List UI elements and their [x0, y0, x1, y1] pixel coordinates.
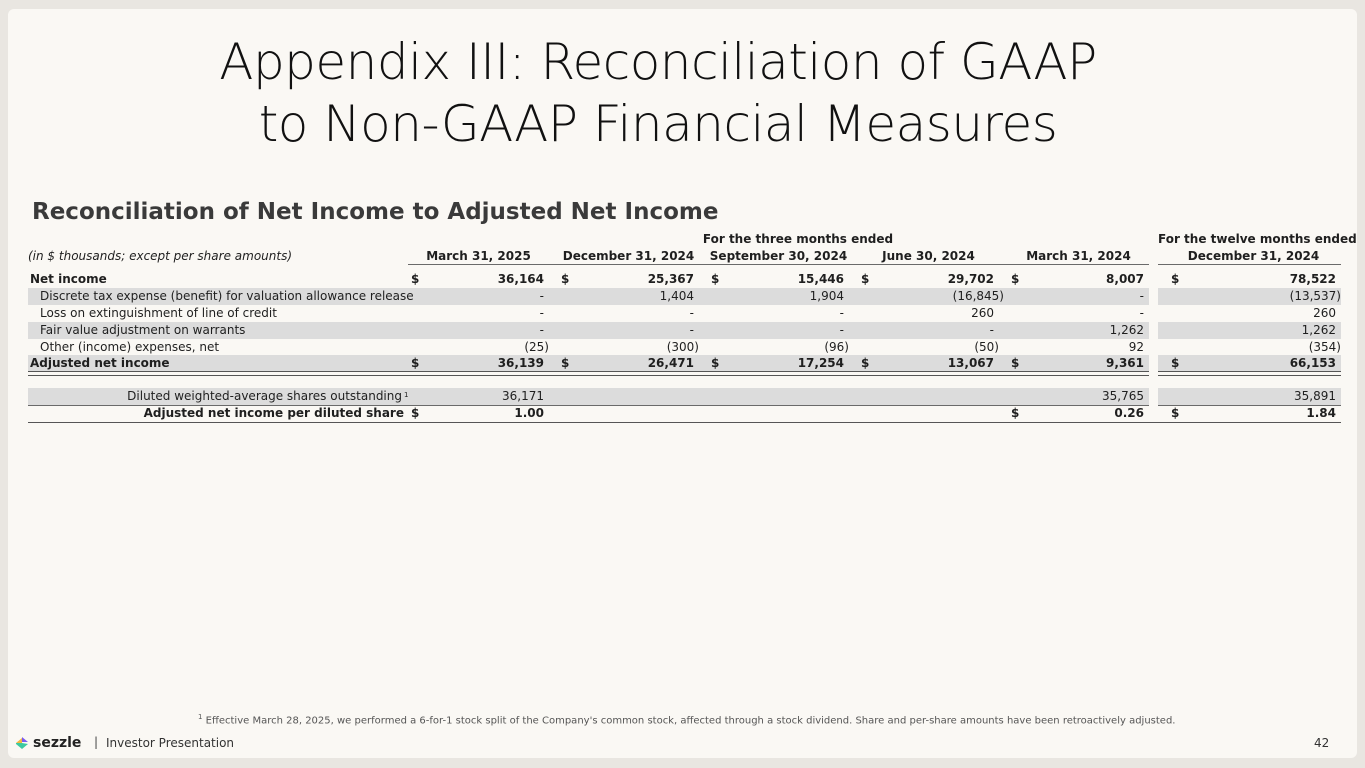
currency-symbol: $ [411, 272, 420, 286]
table-column-header [28, 248, 1341, 265]
cell-value: 1.84 [1306, 406, 1336, 420]
footnote [198, 713, 1175, 726]
table-row [28, 305, 1341, 322]
cell-value: (300) [666, 340, 699, 354]
cell-value: 92 [1128, 340, 1144, 354]
footnote-number: 1 [198, 713, 203, 721]
group-three-months: For the three months ended [702, 232, 894, 246]
table-row [28, 355, 1341, 372]
currency-symbol: $ [861, 356, 870, 370]
currency-symbol: $ [411, 356, 420, 370]
cell-value: (50) [974, 340, 999, 354]
row-label: Diluted weighted-average shares outstanding [127, 389, 402, 403]
cell-value: 78,522 [1289, 272, 1336, 286]
group-twelve-months: For the twelve months ended [1158, 232, 1357, 246]
title-line-1: Appendix III: Reconciliation of GAAP [219, 33, 1097, 91]
table-row [28, 322, 1341, 339]
cell-value: (16,845) [952, 289, 1004, 303]
cell-value: - [539, 323, 544, 337]
cell-value: - [539, 306, 544, 320]
total-double-rule [28, 371, 1149, 376]
cell-value: 36,164 [497, 272, 544, 286]
column-header: March 31, 2025 [426, 249, 531, 263]
cell-value: 1,262 [1109, 323, 1144, 337]
sezzle-logo-icon [14, 736, 30, 750]
cell-value: (13,537) [1289, 289, 1341, 303]
bottom-rule [28, 422, 1341, 423]
column-header: December 31, 2024 [562, 249, 695, 263]
currency-symbol: $ [561, 272, 570, 286]
column-header: March 31, 2024 [1026, 249, 1131, 263]
cell-value: 66,153 [1289, 356, 1336, 370]
footer-separator: | [94, 735, 99, 749]
table-row [28, 388, 1341, 405]
cell-value: 13,067 [947, 356, 994, 370]
currency-symbol: $ [1171, 356, 1180, 370]
cell-value: - [839, 323, 844, 337]
units-note: (in $ thousands; except per share amounts) [28, 249, 293, 263]
currency-symbol: $ [1011, 406, 1020, 420]
cell-value: 36,139 [497, 356, 544, 370]
cell-value: 25,367 [647, 272, 694, 286]
table-group-header [28, 231, 1357, 248]
cell-value: 1.00 [514, 406, 544, 420]
currency-symbol: $ [1171, 272, 1180, 286]
row-label: Fair value adjustment on warrants [40, 323, 246, 337]
row-label: Discrete tax expense (benefit) for valuation allowance release [40, 289, 414, 303]
column-header: September 30, 2024 [709, 249, 848, 263]
cell-value: 26,471 [647, 356, 694, 370]
currency-symbol: $ [1011, 356, 1020, 370]
cell-value: - [989, 323, 994, 337]
cell-value: - [1139, 306, 1144, 320]
cell-value: 29,702 [947, 272, 994, 286]
currency-symbol: $ [1171, 406, 1180, 420]
cell-value: (354) [1308, 340, 1341, 354]
footnote-text: Effective March 28, 2025, we performed a 6-for-1 stock split of the Company's common stock, affected through a stock dividend. Share and per-share amounts have been retroactively adjusted. [202, 715, 1176, 727]
slide [8, 9, 1357, 758]
cell-value: 35,765 [1102, 389, 1144, 403]
cell-value: 36,171 [502, 389, 544, 403]
currency-symbol: $ [1011, 272, 1020, 286]
cell-value: (96) [824, 340, 849, 354]
cell-value: - [689, 323, 694, 337]
currency-symbol: $ [411, 406, 420, 420]
cell-value: 0.26 [1114, 406, 1144, 420]
cell-value: 260 [1313, 306, 1336, 320]
row-label: Net income [30, 272, 107, 286]
brand-name: sezzle [33, 735, 82, 751]
row-label: Loss on extinguishment of line of credit [40, 306, 277, 320]
cell-value: 17,254 [797, 356, 844, 370]
currency-symbol: $ [711, 272, 720, 286]
currency-symbol: $ [561, 356, 570, 370]
currency-symbol: $ [861, 272, 870, 286]
footer-text: Investor Presentation [106, 736, 235, 750]
cell-value: 1,404 [659, 289, 694, 303]
cell-value: 9,361 [1106, 356, 1144, 370]
cell-value: (25) [524, 340, 549, 354]
cell-value: 260 [971, 306, 994, 320]
total-double-rule [1158, 371, 1341, 376]
section-title: Reconciliation of Net Income to Adjusted Net Income [32, 199, 719, 225]
cell-value: - [839, 306, 844, 320]
footnote-mark: 1 [404, 391, 409, 399]
cell-value: 35,891 [1294, 389, 1336, 403]
row-label: Adjusted net income per diluted share [143, 406, 404, 420]
table-row [28, 288, 1341, 305]
table-row [28, 271, 1341, 288]
cell-value: 1,262 [1301, 323, 1336, 337]
cell-value: - [689, 306, 694, 320]
column-header: December 31, 2024 [1187, 249, 1320, 263]
column-header: June 30, 2024 [882, 249, 975, 263]
title-line-2: to Non-GAAP Financial Measures [258, 95, 1058, 153]
header-rule [1158, 264, 1341, 265]
cell-value: 1,904 [809, 289, 844, 303]
currency-symbol: $ [711, 356, 720, 370]
page-number: 42 [1314, 736, 1330, 750]
table-row [28, 339, 1341, 356]
cell-value: - [1139, 289, 1144, 303]
cell-value: 15,446 [797, 272, 844, 286]
row-label: Adjusted net income [30, 356, 170, 370]
cell-value: - [539, 289, 544, 303]
page-title [8, 31, 1308, 155]
table-row [28, 405, 1341, 422]
row-label: Other (income) expenses, net [40, 340, 220, 354]
header-rule [408, 264, 1149, 265]
cell-value: 8,007 [1106, 272, 1144, 286]
